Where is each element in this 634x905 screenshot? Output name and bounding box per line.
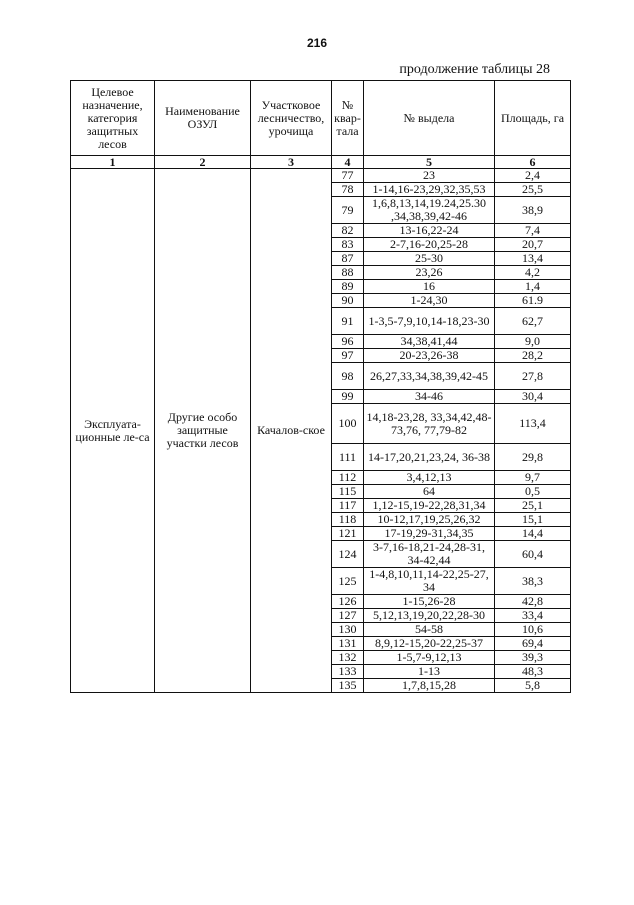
quarter-cell: 131 [332, 637, 364, 651]
vydel-cell: 1-14,16-23,29,32,35,53 [364, 183, 495, 197]
vydel-cell: 14,18-23,28, 33,34,42,48-73,76, 77,79-82 [364, 404, 495, 444]
area-cell: 62,7 [495, 308, 571, 335]
vydel-cell: 1,7,8,15,28 [364, 679, 495, 693]
area-cell: 42,8 [495, 595, 571, 609]
area-cell: 69,4 [495, 637, 571, 651]
area-cell: 27,8 [495, 363, 571, 390]
quarter-cell: 77 [332, 169, 364, 183]
vydel-cell: 26,27,33,34,38,39,42-45 [364, 363, 495, 390]
quarter-cell: 83 [332, 238, 364, 252]
vydel-cell: 1-24,30 [364, 294, 495, 308]
vydel-cell: 17-19,29-31,34,35 [364, 527, 495, 541]
table-continuation-label: продолжение таблицы 28 [399, 62, 550, 77]
quarter-cell: 117 [332, 499, 364, 513]
quarter-cell: 87 [332, 252, 364, 266]
area-cell: 113,4 [495, 404, 571, 444]
area-cell: 4,2 [495, 266, 571, 280]
vydel-cell: 54-58 [364, 623, 495, 637]
vydel-cell: 16 [364, 280, 495, 294]
vydel-cell: 34-46 [364, 390, 495, 404]
group-ozul: Другие особо защитные участки лесов [155, 169, 251, 693]
vydel-cell: 23,26 [364, 266, 495, 280]
vydel-cell: 1-13 [364, 665, 495, 679]
page-number: 216 [306, 36, 328, 50]
col-number: 2 [155, 156, 251, 169]
area-cell: 15,1 [495, 513, 571, 527]
area-cell: 14,4 [495, 527, 571, 541]
col-number: 4 [332, 156, 364, 169]
quarter-cell: 130 [332, 623, 364, 637]
header-forestry: Участковое лесничество, урочища [251, 81, 332, 156]
area-cell: 38,3 [495, 568, 571, 595]
area-cell: 2,4 [495, 169, 571, 183]
quarter-cell: 90 [332, 294, 364, 308]
vydel-cell: 25-30 [364, 252, 495, 266]
area-cell: 10,6 [495, 623, 571, 637]
quarter-cell: 121 [332, 527, 364, 541]
area-cell: 61.9 [495, 294, 571, 308]
area-cell: 60,4 [495, 541, 571, 568]
table-row [71, 169, 571, 183]
vydel-cell: 3,4,12,13 [364, 471, 495, 485]
col-number: 5 [364, 156, 495, 169]
quarter-cell: 97 [332, 349, 364, 363]
quarter-cell: 126 [332, 595, 364, 609]
header-category: Целевое назначение, категория защитных лесов [71, 81, 155, 156]
quarter-cell: 89 [332, 280, 364, 294]
vydel-cell: 13-16,22-24 [364, 224, 495, 238]
vydel-cell: 1,6,8,13,14,19.24,25.30 ,34,38,39,42-46 [364, 197, 495, 224]
table-body [71, 169, 571, 693]
quarter-cell: 79 [332, 197, 364, 224]
header-vydel: № выдела [364, 81, 495, 156]
area-cell: 25,5 [495, 183, 571, 197]
vydel-cell: 8,9,12-15,20-22,25-37 [364, 637, 495, 651]
col-number: 3 [251, 156, 332, 169]
col-number: 6 [495, 156, 571, 169]
area-cell: 1,4 [495, 280, 571, 294]
quarter-cell: 82 [332, 224, 364, 238]
vydel-cell: 1,12-15,19-22,28,31,34 [364, 499, 495, 513]
area-cell: 20,7 [495, 238, 571, 252]
vydel-cell: 3-7,16-18,21-24,28-31, 34-42,44 [364, 541, 495, 568]
header-area: Площадь, га [495, 81, 571, 156]
quarter-cell: 100 [332, 404, 364, 444]
quarter-cell: 124 [332, 541, 364, 568]
area-cell: 39,3 [495, 651, 571, 665]
group-category: Эксплуата-ционные ле-са [71, 169, 155, 693]
quarter-cell: 91 [332, 308, 364, 335]
header-quarter: № квар-тала [332, 81, 364, 156]
quarter-cell: 96 [332, 335, 364, 349]
quarter-cell: 111 [332, 444, 364, 471]
vydel-cell: 10-12,17,19,25,26,32 [364, 513, 495, 527]
quarter-cell: 98 [332, 363, 364, 390]
area-cell: 9,7 [495, 471, 571, 485]
vydel-cell: 64 [364, 485, 495, 499]
vydel-cell: 34,38,41,44 [364, 335, 495, 349]
area-cell: 28,2 [495, 349, 571, 363]
col-number: 1 [71, 156, 155, 169]
vydel-cell: 1-5,7-9,12,13 [364, 651, 495, 665]
area-cell: 30,4 [495, 390, 571, 404]
quarter-cell: 125 [332, 568, 364, 595]
quarter-cell: 127 [332, 609, 364, 623]
quarter-cell: 135 [332, 679, 364, 693]
group-forestry: Качалов-ское [251, 169, 332, 693]
area-cell: 33,4 [495, 609, 571, 623]
vydel-cell: 1-15,26-28 [364, 595, 495, 609]
header-ozul: Наименование ОЗУЛ [155, 81, 251, 156]
vydel-cell: 2-7,16-20,25-28 [364, 238, 495, 252]
area-cell: 29,8 [495, 444, 571, 471]
area-cell: 5,8 [495, 679, 571, 693]
area-cell: 7,4 [495, 224, 571, 238]
quarter-cell: 132 [332, 651, 364, 665]
quarter-cell: 88 [332, 266, 364, 280]
quarter-cell: 78 [332, 183, 364, 197]
area-cell: 13,4 [495, 252, 571, 266]
quarter-cell: 112 [332, 471, 364, 485]
forest-plots-table [70, 80, 571, 693]
quarter-cell: 99 [332, 390, 364, 404]
vydel-cell: 1-3,5-7,9,10,14-18,23-30 [364, 308, 495, 335]
quarter-cell: 133 [332, 665, 364, 679]
quarter-cell: 115 [332, 485, 364, 499]
vydel-cell: 23 [364, 169, 495, 183]
quarter-cell: 118 [332, 513, 364, 527]
vydel-cell: 20-23,26-38 [364, 349, 495, 363]
column-number-row [71, 156, 571, 169]
vydel-cell: 14-17,20,21,23,24, 36-38 [364, 444, 495, 471]
vydel-cell: 5,12,13,19,20,22,28-30 [364, 609, 495, 623]
area-cell: 25,1 [495, 499, 571, 513]
vydel-cell: 1-4,8,10,11,14-22,25-27, 34 [364, 568, 495, 595]
area-cell: 0,5 [495, 485, 571, 499]
area-cell: 48,3 [495, 665, 571, 679]
area-cell: 38,9 [495, 197, 571, 224]
area-cell: 9,0 [495, 335, 571, 349]
header-row [71, 81, 571, 156]
